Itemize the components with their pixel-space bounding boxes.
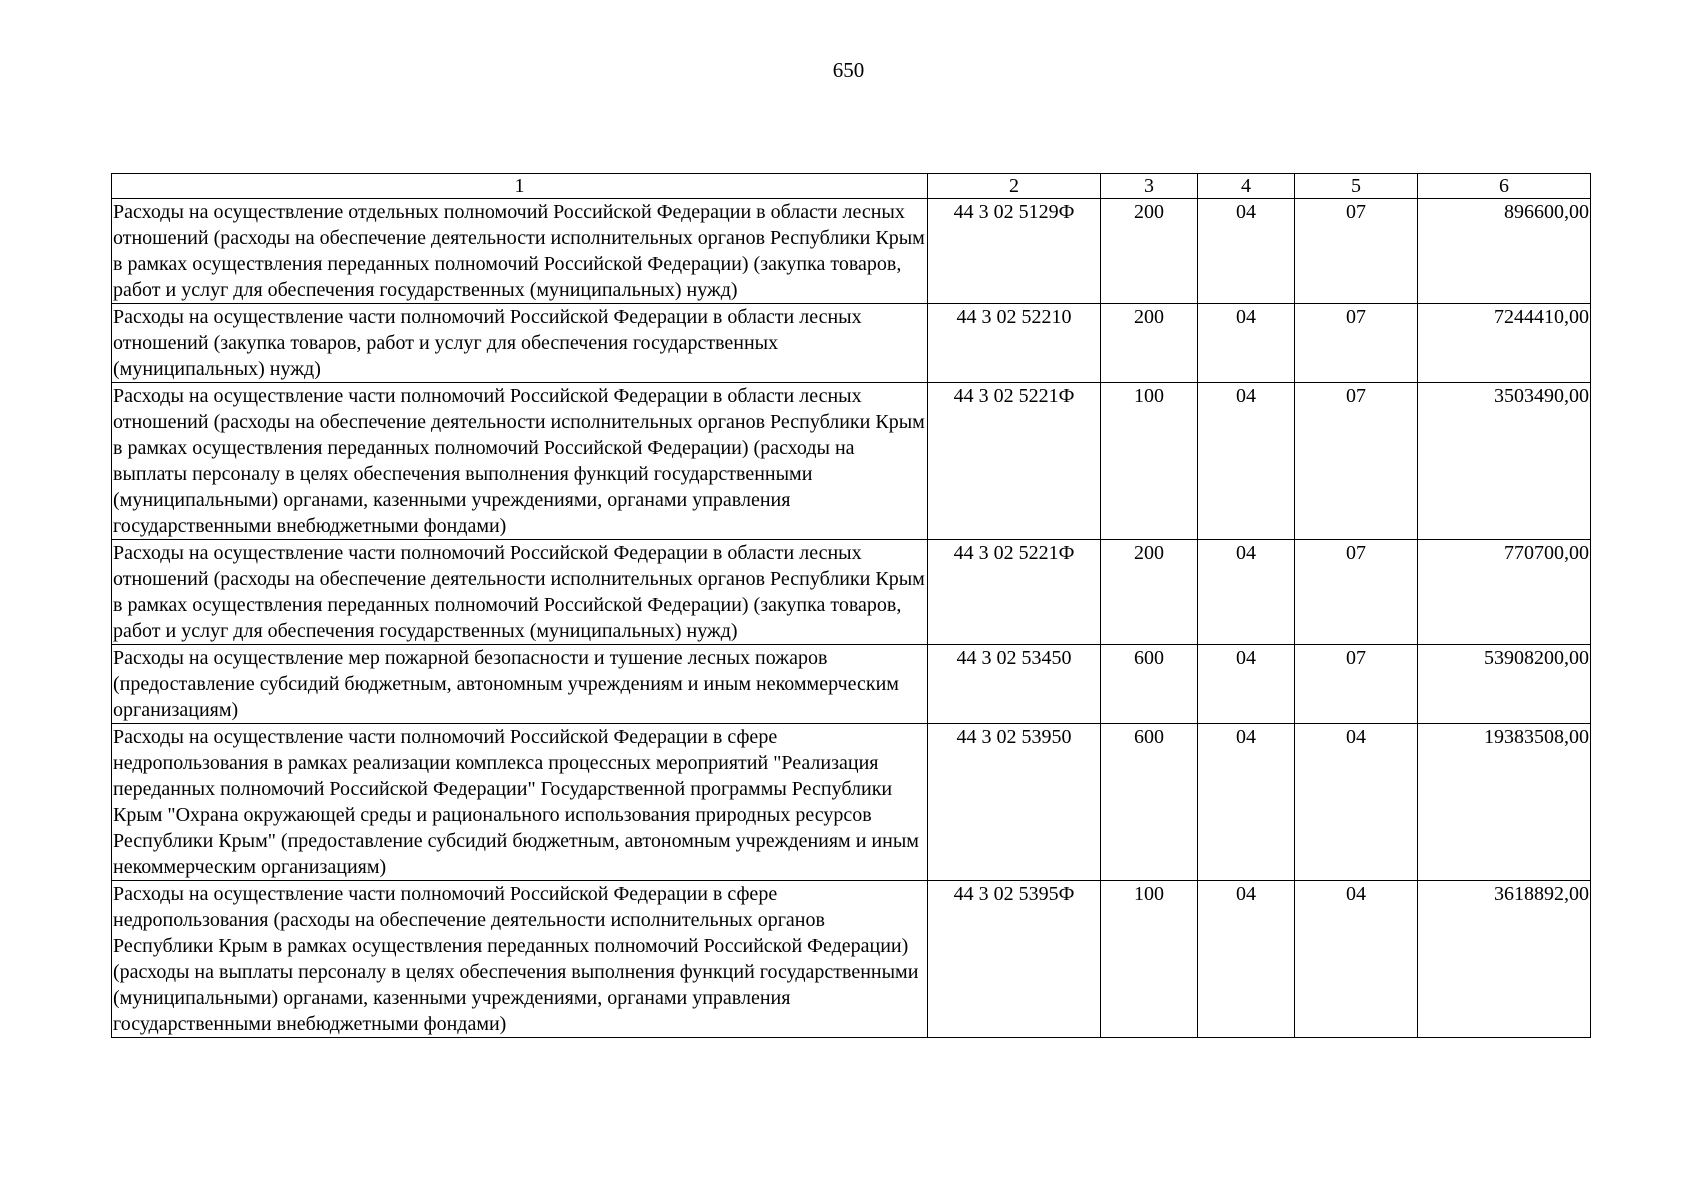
row-name: Расходы на осуществление части полномочий Российской Федерации в области лесных отношений (расходы на обеспечение деятельности исполнительных органов Республики Крым в рамках осуществления переданных полномочий Российской Федерации) (закупка товаров, работ и услуг для обеспечения государственных (муниципальных) нужд) (112, 540, 928, 645)
row-target-code: 44 3 02 5395Ф (928, 881, 1101, 1038)
row-subsection: 07 (1295, 199, 1418, 304)
row-target-code: 44 3 02 5221Ф (928, 540, 1101, 645)
row-expense-type: 600 (1101, 645, 1198, 724)
row-subsection: 07 (1295, 383, 1418, 540)
row-name: Расходы на осуществление мер пожарной безопасности и тушение лесных пожаров (предоставление субсидий бюджетным, автономным учреждениям и иным некоммерческим организациям) (112, 645, 928, 724)
row-section: 04 (1198, 304, 1295, 383)
row-target-code: 44 3 02 5221Ф (928, 383, 1101, 540)
row-target-code: 44 3 02 52210 (928, 304, 1101, 383)
row-sum: 3503490,00 (1418, 383, 1591, 540)
row-section: 04 (1198, 540, 1295, 645)
row-name: Расходы на осуществление части полномочий Российской Федерации в области лесных отношений (закупка товаров, работ и услуг для обеспечения государственных (муниципальных) нужд) (112, 304, 928, 383)
row-target-code: 44 3 02 53950 (928, 724, 1101, 881)
row-section: 04 (1198, 645, 1295, 724)
header-col-3: 3 (1101, 174, 1198, 199)
row-expense-type: 200 (1101, 199, 1198, 304)
table-row (112, 304, 1591, 383)
row-target-code: 44 3 02 53450 (928, 645, 1101, 724)
row-subsection: 07 (1295, 304, 1418, 383)
row-expense-type: 600 (1101, 724, 1198, 881)
row-name: Расходы на осуществление части полномочий Российской Федерации в сфере недропользования в рамках реализации комплекса процессных мероприятий "Реализация переданных полномочий Российской Федерации" Государственной программы Республики Крым "Охрана окружающей среды и рационального использования природных ресурсов Республики Крым" (предоставление субсидий бюджетным, автономным учреждениям и иным некоммерческим организациям) (112, 724, 928, 881)
row-subsection: 07 (1295, 540, 1418, 645)
row-sum: 7244410,00 (1418, 304, 1591, 383)
table-row (112, 540, 1591, 645)
table-row (112, 645, 1591, 724)
row-subsection: 04 (1295, 881, 1418, 1038)
header-col-1: 1 (112, 174, 928, 199)
table-row (112, 199, 1591, 304)
row-name: Расходы на осуществление части полномочий Российской Федерации в области лесных отношений (расходы на обеспечение деятельности исполнительных органов Республики Крым в рамках осуществления переданных полномочий Российской Федерации) (расходы на выплаты персоналу в целях обеспечения выполнения функций государственными (муниципальными) органами, казенными учреждениями, органами управления государственными внебюджетными фондами) (112, 383, 928, 540)
row-sum: 896600,00 (1418, 199, 1591, 304)
header-col-2: 2 (928, 174, 1101, 199)
row-section: 04 (1198, 724, 1295, 881)
row-expense-type: 200 (1101, 540, 1198, 645)
row-expense-type: 200 (1101, 304, 1198, 383)
row-sum: 53908200,00 (1418, 645, 1591, 724)
header-col-5: 5 (1295, 174, 1418, 199)
row-section: 04 (1198, 383, 1295, 540)
budget-table (111, 173, 1591, 1038)
table-row (112, 383, 1591, 540)
table-row (112, 724, 1591, 881)
row-section: 04 (1198, 199, 1295, 304)
row-name: Расходы на осуществление части полномочий Российской Федерации в сфере недропользования (расходы на обеспечение деятельности исполнительных органов Республики Крым в рамках осуществления переданных полномочий Российской Федерации) (расходы на выплаты персоналу в целях обеспечения выполнения функций государственными (муниципальными) органами, казенными учреждениями, органами управления государственными внебюджетными фондами) (112, 881, 928, 1038)
row-sum: 3618892,00 (1418, 881, 1591, 1038)
header-row (112, 174, 1591, 199)
row-name: Расходы на осуществление отдельных полномочий Российской Федерации в области лесных отношений (расходы на обеспечение деятельности исполнительных органов Республики Крым в рамках осуществления переданных полномочий Российской Федерации) (закупка товаров, работ и услуг для обеспечения государственных (муниципальных) нужд) (112, 199, 928, 304)
row-section: 04 (1198, 881, 1295, 1038)
row-expense-type: 100 (1101, 881, 1198, 1038)
header-col-6: 6 (1418, 174, 1591, 199)
table-row (112, 881, 1591, 1038)
row-subsection: 07 (1295, 645, 1418, 724)
row-sum: 770700,00 (1418, 540, 1591, 645)
page-number: 650 (832, 58, 865, 82)
header-col-4: 4 (1198, 174, 1295, 199)
row-expense-type: 100 (1101, 383, 1198, 540)
row-sum: 19383508,00 (1418, 724, 1591, 881)
row-target-code: 44 3 02 5129Ф (928, 199, 1101, 304)
row-subsection: 04 (1295, 724, 1418, 881)
